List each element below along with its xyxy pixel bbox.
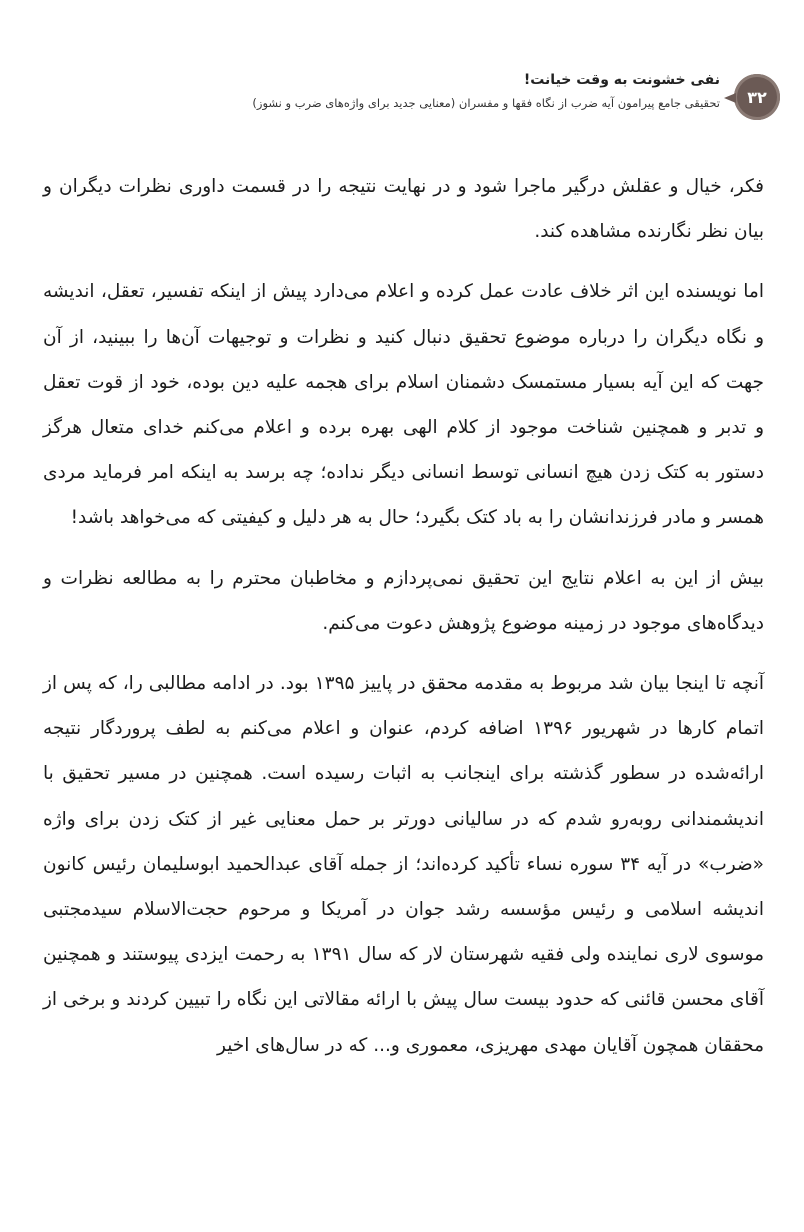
paragraph: بیش از این به اعلام نتایج این تحقیق نمی‌پردازم و مخاطبان محترم را به مطالعه نظرات و دیدگاه‌های موجود در زمینه موضوع پژوهش دعوت می‌کنم.	[43, 567, 764, 634]
running-header	[0, 62, 804, 132]
book-subtitle: تحقیقی جامع پیرامون آیه ضرب از نگاه فقها و مفسران (معنایی جدید برای واژه‌های ضرب و نشوز)	[252, 96, 720, 110]
paragraph: آنچه تا اینجا بیان شد مربوط به مقدمه محقق در پاییز ۱۳۹۵ بود. در ادامه مطالبی را، که پس از اتمام کارها در شهریور ۱۳۹۶ اضافه کردم، عنوان و اعلام می‌کنم به لطف پروردگار نتیجه ارائه‌شده در سطور گذشته برای اینجانب به اثبات رسیده است. همچنین در مسیر تحقیق با اندیشمندانی روبه‌رو شدم که در سالیانی دورتر بر حمل معنایی غیر از کتک زدن برای واژه «ضرب» در آیه ۳۴ سوره نساء تأکید کرده‌اند؛ از جمله آقای عبدالحمید ابوسلیمان رئیس کانون اندیشه اسلامی و رئیس مؤسسه رشد جوان در آمریکا و مرحوم حجت‌الاسلام سیدمجتبی موسوی لاری نماینده ولی فقیه شهرستان لار که سال ۱۳۹۱ به رحمت ایزدی پیوستند و همچنین آقای محسن قائنی که حدود بیست سال پیش با ارائه مقالاتی این نگاه را تبیین کردند و برخی از محققان همچون آقایان مهدی مهریزی، معموری و... که در سال‌های اخیر	[43, 673, 765, 1056]
page-number-badge	[734, 74, 780, 120]
page-number: ۳۲	[747, 87, 767, 107]
badge-pointer-icon	[724, 93, 736, 103]
paragraph: فکر، خیال و عقلش درگیر ماجرا شود و در نهایت نتیجه را در قسمت داوری نظرات دیگران و بیان نظر نگارنده مشاهده کند.	[43, 176, 764, 243]
book-title: نفی خشونت به وقت خیانت!	[523, 72, 720, 88]
main-text	[43, 164, 764, 1083]
paragraph: اما نویسنده این اثر خلاف عادت عمل کرده و اعلام می‌دارد پیش از اینکه تفسیر، تعقل، اندیشه و نگاه دیگران را درباره موضوع تحقیق دنبال کنید و نظرات و توجیهات آن‌ها را ببینید، از آن جهت که این آیه بسیار مستمسک دشمنان اسلام برای هجمه علیه دین بوده، خود از قوت تعقل و تدبر و همچنین شناخت موجود از کلام الهی بهره برده و اعلام می‌کنم خدای متعال هرگز دستور به کتک زدن هیچ انسانی توسط انسانی دیگر نداده؛ چه برسد به اینکه امر فرماید مردی همسر و مادر فرزندانشان را به باد کتک بگیرد؛ حال به هر دلیل و کیفیتی که می‌خواهد باشد!	[43, 281, 764, 529]
